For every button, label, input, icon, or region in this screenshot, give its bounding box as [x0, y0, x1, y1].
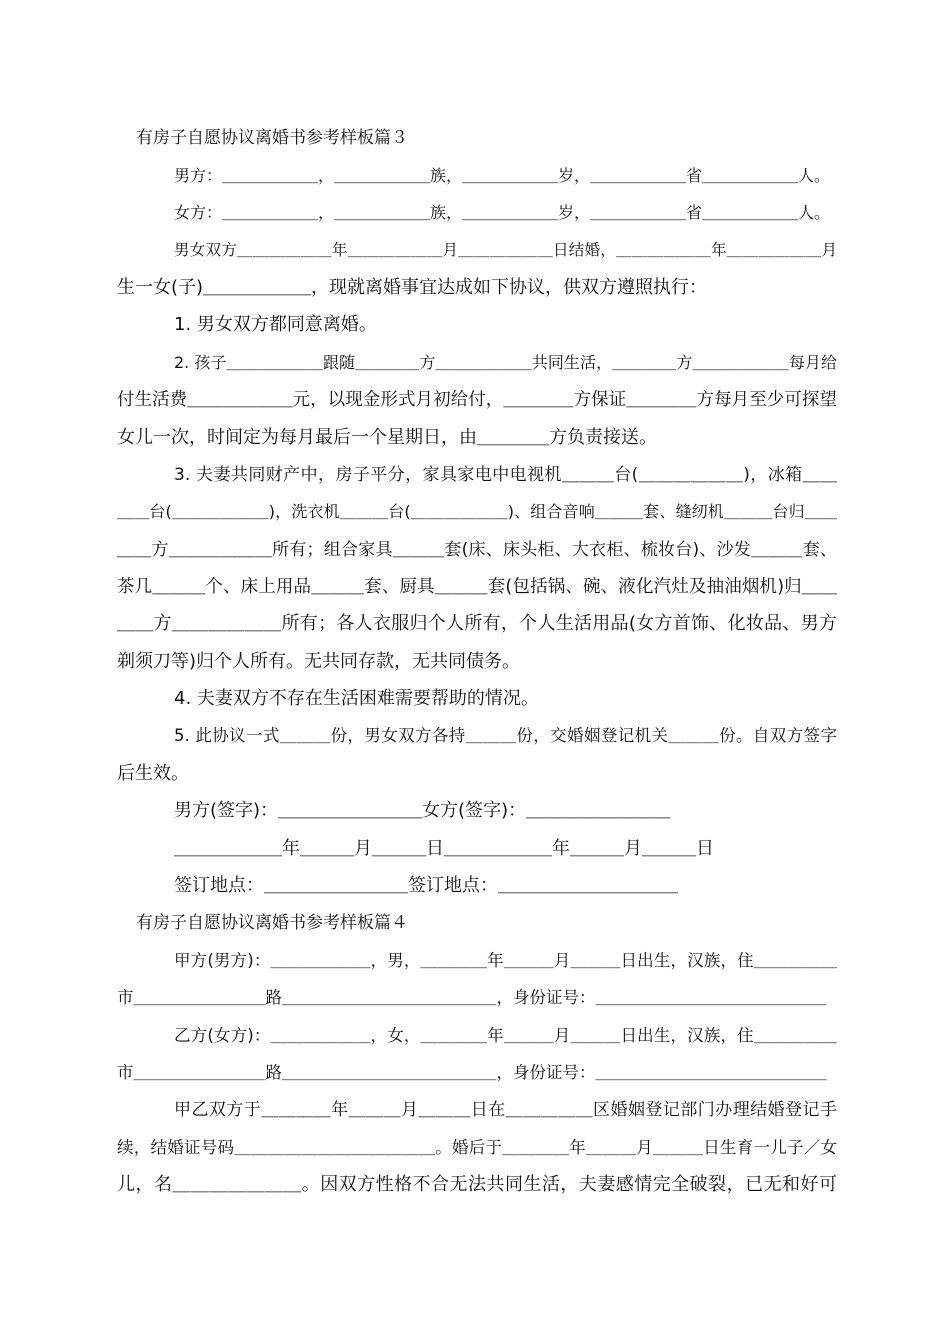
clause-3: 3. 夫妻共同财产中，房子平分，家具家电中电视机＿＿＿台(＿＿＿＿＿＿)，冰箱＿＿ [174, 465, 837, 485]
paragraph-line: ＿＿方＿＿＿＿＿＿所有；组合家具＿＿＿套(床、床头柜、大衣柜、梳妆台)、沙发＿＿＿套、 [117, 540, 837, 560]
paragraph-line: 生一女(子)＿＿＿＿＿＿，现就离婚事宜达成如下协议，供双方遵照执行： [117, 277, 708, 298]
female-party-line: 女方：＿＿＿＿＿＿，＿＿＿＿＿＿族，＿＿＿＿＿＿岁，＿＿＿＿＿＿省＿＿＿＿＿＿人。 [174, 203, 831, 222]
paragraph-line: 续，结婚证号码＿＿＿＿＿＿＿＿＿＿＿＿。婚后于＿＿＿＿年＿＿＿月＿＿＿日生育一儿子／女 [117, 1138, 837, 1157]
party-b-line: 乙方(女方)：＿＿＿＿＿＿，女，＿＿＿＿年＿＿＿月＿＿＿日出生，汉族，住＿＿＿＿＿ [174, 1026, 837, 1045]
paragraph-line: 甲乙双方于＿＿＿＿年＿＿＿月＿＿＿日在＿＿＿＿＿区婚姻登记部门办理结婚登记手 [174, 1100, 837, 1120]
clause-1: 1. 男女双方都同意离婚。 [174, 314, 377, 335]
paragraph-line: 后生效。 [117, 763, 189, 784]
signing-place-line: 签订地点：＿＿＿＿＿＿＿＿签订地点：＿＿＿＿＿＿＿＿＿＿ [174, 875, 678, 896]
section-title-4: 有房子自愿协议离婚书参考样板篇４ [136, 913, 408, 933]
male-party-line: 男方：＿＿＿＿＿＿，＿＿＿＿＿＿族，＿＿＿＿＿＿岁，＿＿＿＿＿＿省＿＿＿＿＿＿人。 [174, 166, 831, 185]
date-line: ＿＿＿＿＿＿年＿＿＿月＿＿＿日＿＿＿＿＿＿年＿＿＿月＿＿＿日 [174, 838, 714, 859]
clause-5: 5. 此协议一式＿＿＿份，男女双方各持＿＿＿份，交婚姻登记机关＿＿＿份。自双方签字 [174, 726, 837, 745]
section-title-3: 有房子自愿协议离婚书参考样板篇３ [136, 128, 408, 148]
paragraph-line: 男女双方＿＿＿＿＿＿年＿＿＿＿＿＿月＿＿＿＿＿＿日结婚，＿＿＿＿＿＿年＿＿＿＿＿＿月 [174, 241, 837, 259]
party-a-line: 甲方(男方)：＿＿＿＿＿＿，男，＿＿＿＿年＿＿＿月＿＿＿日出生，汉族，住＿＿＿＿＿ [174, 951, 837, 970]
paragraph-line: 儿，名＿＿＿＿＿＿＿。因双方性格不合无法共同生活，夫妻感情完全破裂，已无和好可 [117, 1174, 837, 1195]
clause-2: 2. 孩子＿＿＿＿＿＿跟随＿＿＿＿方＿＿＿＿＿＿共同生活，＿＿＿＿方＿＿＿＿＿＿每月给 [174, 353, 837, 372]
paragraph-line: 女儿一次，时间定为每月最后一个星期日，由＿＿＿＿方负责接送。 [117, 427, 657, 448]
clause-4: 4. 夫妻双方不存在生活困难需要帮助的情况。 [174, 688, 539, 709]
paragraph-line: 市＿＿＿＿＿＿＿＿路＿＿＿＿＿＿＿＿＿＿＿＿＿，身份证号：＿＿＿＿＿＿＿＿＿＿＿＿＿＿ [117, 988, 827, 1007]
paragraph-line: 茶几＿＿＿个、床上用品＿＿＿套、厨具＿＿＿套(包括锅、碗、液化汽灶及抽油烟机)归＿＿ [117, 577, 837, 597]
paragraph-line: 剃须刀等)归个人所有。无共同存款，无共同债务。 [117, 651, 521, 672]
paragraph-line: 市＿＿＿＿＿＿＿＿路＿＿＿＿＿＿＿＿＿＿＿＿＿，身份证号：＿＿＿＿＿＿＿＿＿＿＿＿＿＿ [117, 1063, 827, 1082]
paragraph-line: ＿＿方＿＿＿＿＿＿所有；各人衣服归个人所有，个人生活用品(女方首饰、化妆品、男方 [117, 613, 837, 634]
signature-line: 男方(签字)：＿＿＿＿＿＿＿＿女方(签字)：＿＿＿＿＿＿＿＿ [174, 800, 671, 821]
paragraph-line: 付生活费＿＿＿＿＿＿元，以现金形式月初给付，＿＿＿＿方保证＿＿＿＿方每月至少可探望 [117, 390, 837, 410]
paragraph-line: ＿＿台(＿＿＿＿＿＿)，洗衣机＿＿＿台(＿＿＿＿＿＿)、组合音响＿＿＿套、缝纫机＿＿＿台归＿＿ [117, 502, 837, 521]
